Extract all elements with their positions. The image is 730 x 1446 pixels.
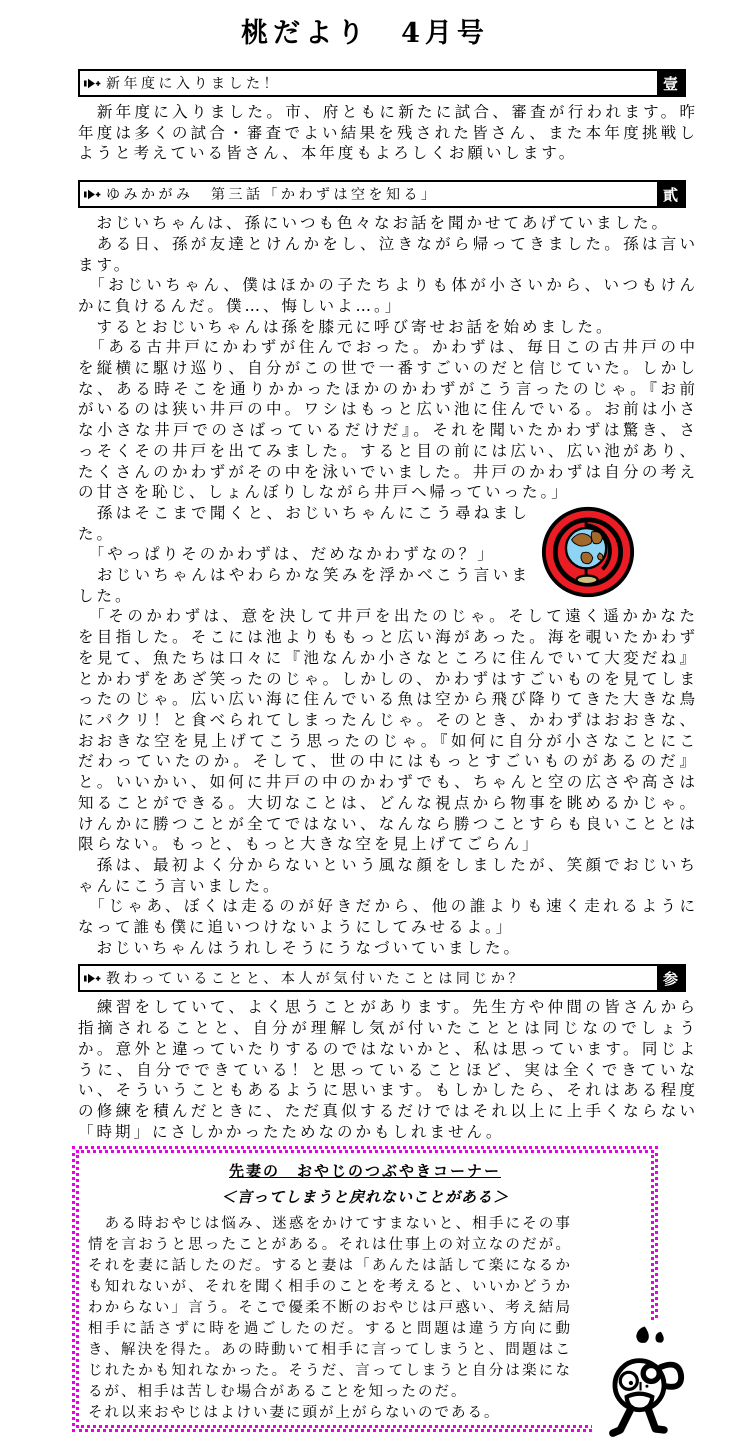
story-paragraph: 「そのかわずは、意を決して井戸を出たのじゃ。そして遠く遥かかなたを目指した。そこには池よりももっと広い海があった。海を覗いたかわずを見て、魚たちは口々に『池なんか小さなところに住んでいて大変だね』とかわずをあざ笑ったのじゃ。しかしの、かわずはすごいものを見てしまったのじゃ。広い広い海に住んでいる魚は空から飛び降りてきた大きな鳥にパクリ！と食べられてしまったんじゃ。そのとき、かわずはおおきな、おおきな空を見上げてこう思ったのじゃ。『如何に自分が小さなことにこだわっていたのか。そして、世の中にはもっとすごいものがあるのだ』と。いいかい、如何に井戸の中のかわずでも、ちゃんと空の広さや高さは知ることができる。大切なことは、どんな視点から物事を眺めるかじゃ。けんかに勝つことが全てではない、なんなら勝つことすらも良いこととは限らない。もっと、もっと大きな空を見上げてごらん」 [78,607,698,854]
section-3-header [78,964,686,992]
pen-arrow-icon [80,966,101,990]
section-new-year [78,69,698,164]
section-2-heading: ゆみかがみ 第三話「かわずは空を知る」 [106,187,439,204]
section-1-heading: 新年度に入りました！ [106,76,281,92]
story-paragraph: 「じゃあ、ぼくは走るのが好きだから、他の誰よりも速く走れるようになって誰も僕に追いつけないようにしてみせるよ。」 [78,897,698,937]
story-paragraph: おじいちゃんは、孫にいつも色々なお話を聞かせてあげていました。 [78,214,671,233]
page-title: 桃だより 4月号 [241,18,489,49]
story-paragraph: 孫はそこまで聞くと、おじいちゃんにこう尋ねました。 [78,503,530,543]
story-paragraph: 「ある古井戸にかわずが住んでおった。かわずは、毎日この古井戸の中を縦横に駆け巡り、自分がこの世で一番すごいのだと信じていた。しかしな、ある時そこを通りかかったほかのかわずがこう言ったのじゃ。『お前がいるのは狭い井戸の中。ワシはもっと広い池に住んでいる。お前は小さな小さな井戸でのさばっているだけだ』。それを聞いたかわずは驚き、さっそくその井戸を出てみました。すると目の前には広い、広い池があり、たくさんのかわずがその中を泳いでいました。井戸のかわずは自分の考えの甘さを恥じ、しょんぼりしながら井戸へ帰っていった。」 [78,338,698,502]
story-paragraph: ある日、孫が友達とけんかをし、泣きながら帰ってきました。孫は言います。 [78,234,698,274]
story-paragraph: おじいちゃんはやわらかな笑みを浮かべこう言いました。 [78,566,530,605]
flustered-mascot-illustration [592,1320,704,1446]
section-1-header [78,69,686,97]
section-1-number-badge: 壹 [657,71,684,95]
tsubuyaki-subtitle: ＜言ってしまうと戻れないことがある＞ [220,1188,509,1206]
body-paragraph: 練習をしていて、よく思うことがあります。先生方や仲間の皆さんから指摘されることと、自分が理解し気が付いたこととは同じなのでしょうか。意外と違っていたりするのではないかと、私は思っています。同じように、自分でできている！と思っていることほど、実は全くできていない、そういうこともあるように思います。もしかしたら、それはある程度の修練を積んだときに、ただ真似するだけではそれ以上に上手くならない「時期」にさしかかったためなのかもしれません。 [78,998,698,1141]
globe-illustration [530,503,698,602]
section-3-body [78,997,698,1142]
section-practice-reflection [78,964,698,1142]
section-3-number-badge: 参 [657,966,684,990]
story-paragraph: するとおじいちゃんは孫を膝元に呼び寄せお話を始めました。 [78,317,615,336]
story-paragraph: 「やっぱりそのかわずは、だめなかわずなの？」 [78,545,496,564]
body-paragraph: 新年度に入りました。市、府ともに新たに試合、審査が行われます。昨年度は多くの試合・審査でよい結果を残された皆さん、また本年度挑戦しようと考えている皆さん、本年度もよろしくお願いします。 [78,103,698,163]
pen-arrow-icon [80,182,101,206]
section-2-number-badge: 貳 [657,182,684,206]
section-2-body [78,213,698,958]
tsubuyaki-corner-inner [76,1150,654,1428]
story-paragraph: おじいちゃんはうれしそうにうなづいていました。 [78,938,523,957]
story-paragraph: 孫は、最初よく分からないという風な顔をしましたが、笑顔でおじいちゃんにこう言いました。 [78,855,698,895]
pen-arrow-icon [80,71,101,95]
tsubuyaki-paragraph: ある時おやじは悩み、迷惑をかけてすまないと、相手にその事情を言おうと思ったことがある。それは仕事上の対立なのだが。それを妻に話したのだ。すると妻は「あんたは話して楽になるかも知れないが、それを聞く相手のことを考えると、いいかどうかわからない」言う。そこで優柔不断のおやじは戸惑い、考え結局相手に話さずに時を過ごしたのだ。すると問題は違う方向に動き、解決を得た。あの時動いて相手に言ってしまうと、問題はこじれたかも知れなかった。そうだ、言ってしまうと自分は楽になるが、相手は苦しむ場合があることを知ったのだ。 [88,1216,572,1400]
tsubuyaki-title: 先妻の おやじのつぶやきコーナー [228,1162,501,1180]
section-3-heading: 教わっていることと、本人が気付いたことは同じか？ [106,971,526,988]
section-yumikagami-story [78,180,698,958]
story-paragraph: 「おじいちゃん、僕はほかの子たちよりも体が小さいから、いつもけんかに負けるんだ。僕…、悔しいよ…。」 [78,276,698,315]
tsubuyaki-corner-box [72,1146,658,1432]
section-1-body [78,102,698,164]
section-2-header [78,180,686,208]
tsubuyaki-paragraph: それ以来おやじはよけい妻に頭が上がらないのである。 [88,1405,501,1421]
